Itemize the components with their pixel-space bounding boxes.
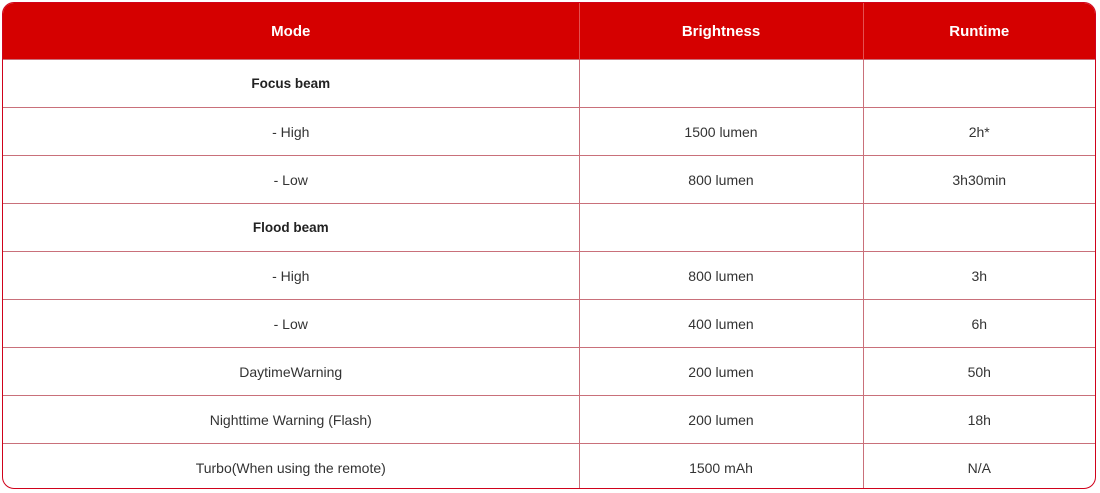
cell-runtime: 18h [863,396,1095,444]
table-row [3,204,1095,252]
cell-brightness: 800 lumen [579,156,863,204]
cell-runtime [863,204,1095,252]
table-row [3,156,1095,204]
table-header [3,3,1095,60]
cell-mode: Turbo(When using the remote) [3,444,579,490]
cell-runtime: 3h30min [863,156,1095,204]
header-row [3,3,1095,60]
cell-brightness: 1500 lumen [579,108,863,156]
cell-runtime: 50h [863,348,1095,396]
cell-runtime: 3h [863,252,1095,300]
table-row [3,60,1095,108]
cell-runtime [863,60,1095,108]
mode-spec-table [3,3,1095,489]
header-brightness: Brightness [579,3,863,60]
cell-mode: DaytimeWarning [3,348,579,396]
cell-mode: - Low [3,156,579,204]
table-row [3,252,1095,300]
cell-mode: Nighttime Warning (Flash) [3,396,579,444]
table-row [3,108,1095,156]
cell-runtime: 2h* [863,108,1095,156]
cell-mode: Focus beam [3,60,579,108]
cell-brightness: 200 lumen [579,396,863,444]
cell-brightness: 1500 mAh [579,444,863,490]
cell-mode: - High [3,108,579,156]
cell-brightness [579,60,863,108]
cell-mode: - High [3,252,579,300]
table-row [3,300,1095,348]
cell-brightness: 200 lumen [579,348,863,396]
cell-brightness [579,204,863,252]
cell-runtime: N/A [863,444,1095,490]
cell-brightness: 800 lumen [579,252,863,300]
cell-mode: Flood beam [3,204,579,252]
cell-brightness: 400 lumen [579,300,863,348]
table-row [3,396,1095,444]
spec-table-container [2,2,1096,489]
header-runtime: Runtime [863,3,1095,60]
header-mode: Mode [3,3,579,60]
table-row [3,348,1095,396]
cell-runtime: 6h [863,300,1095,348]
cell-mode: - Low [3,300,579,348]
table-row [3,444,1095,490]
table-body [3,60,1095,490]
